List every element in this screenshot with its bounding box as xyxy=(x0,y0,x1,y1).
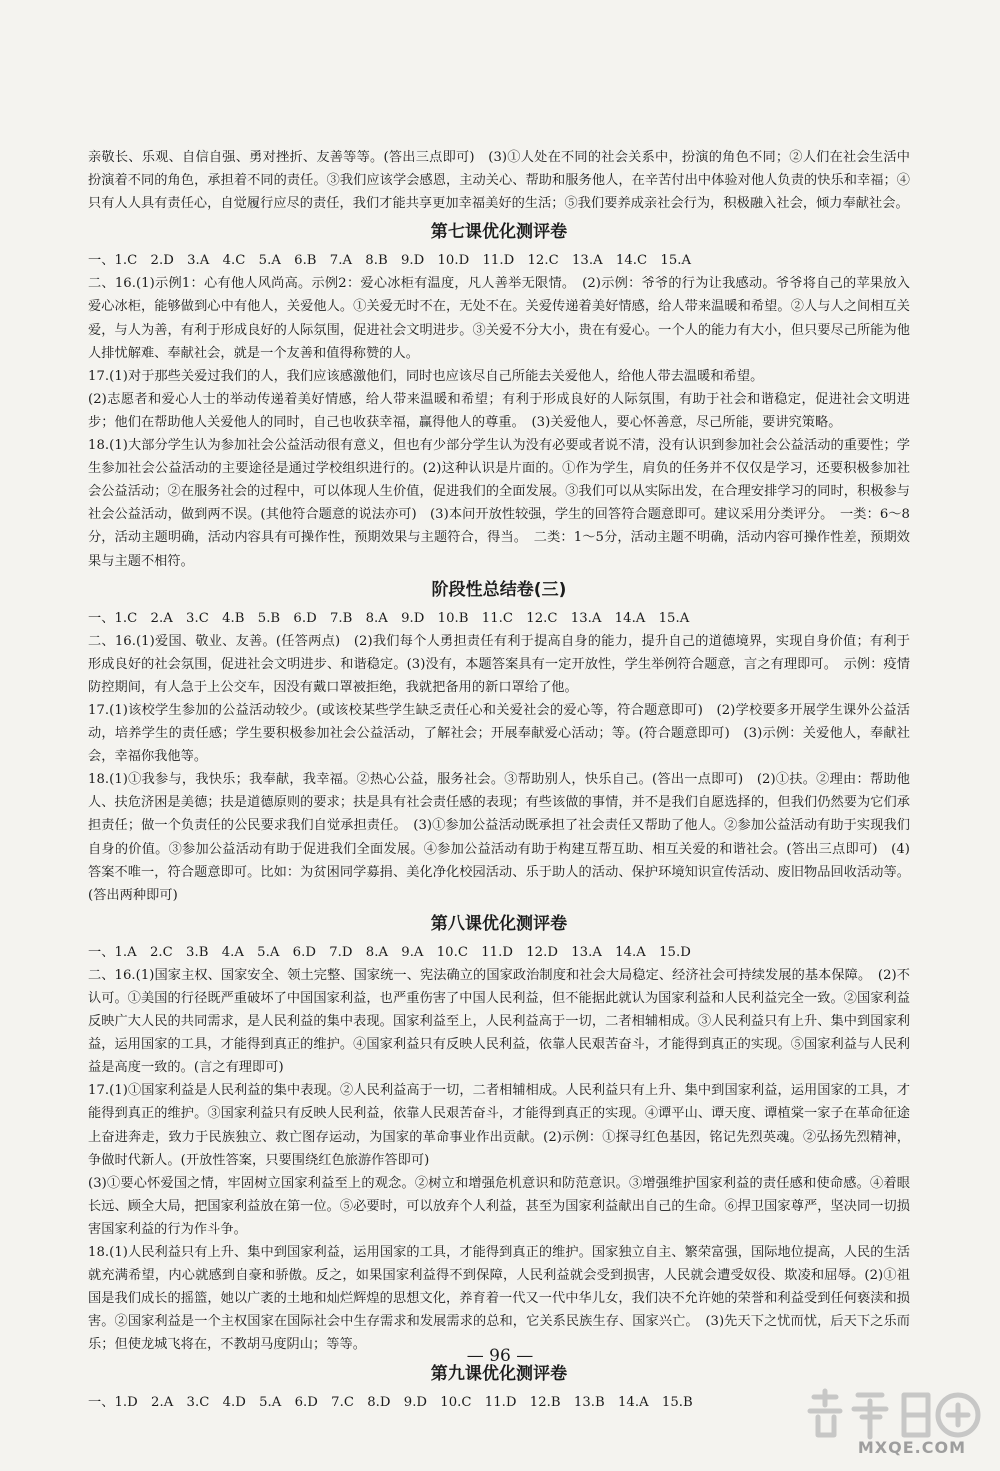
paragraph: 18.(1)①我参与，我快乐；我奉献，我幸福。②热心公益，服务社会。③帮助别人，快乐自己。(答出一点即可) (2)①扶。②理由：帮助他人、扶危济困是美德；扶是道德原则的要求；扶是具有社会责任感的表现；有些该做的事情，并不是我们自愿选择的，但我们仍然要为它们承担责任；做一个负责任的公民要求我们自觉承担责任。 (3)①参加公益活动既承担了社会责任又帮助了他人。②参加公益活动有助于实现我们自身的价值。③参加公益活动有助于促进我们全面发展。④参加公益活动有助于构建互帮互助、相互关爱的和谐社会。(答出三点即可) (4)答案不唯一，符合题意即可。比如：为贫困同学募捐、美化净化校园活动、乐于助人的活动、保护环境知识宣传活动、废旧物品回收活动等。(答出两种即可) xyxy=(88,772,910,903)
watermark xyxy=(796,1387,986,1463)
paragraph: 二、16.(1)国家主权、国家安全、领土完整、国家统一、宪法确立的国家政治制度和社会大局稳定、经济社会可持续发展的基本保障。 (2)不认可。①美国的行径既严重破坏了中国国家利益，也严重伤害了中国人民利益，但不能据此就认为国家利益和人民利益完全一致。②国家利益反映广大人民的共同需求，是人民利益的集中表现。国家利益至上，人民利益高于一切，二者相辅相成。③人民利益只有上升、集中到国家利益，运用国家的工具，才能得到真正的维护。④国家利益只有反映人民利益，依靠人民艰苦奋斗，才能得到真正的实现。⑤国家利益与人民利益是高度一致的。(言之有理即可) xyxy=(88,967,910,1076)
paragraph: 18.(1)大部分学生认为参加社会公益活动很有意义，但也有少部分学生认为没有必要或者说不清，没有认识到参加社会公益活动的重要性；学生参加社会公益活动的主要途径是通过学校组织进行的。(2)这种认识是片面的。①作为学生，肩负的任务并不仅仅是学习，还要积极参加社会公益活动；②在服务社会的过程中，可以体现人生价值，促进我们的全面发展。③我们可以从实际出发，在合理安排学习的同时，积极参与社会公益活动，做到两不误。(其他符合题意的说法亦可) (3)本问开放性较强，学生的回答符合题意即可。建议采用分类评分。 一类：6～8分，活动主题明确，活动内容具有可操作性，预期效果与主题符合，得当。 二类：1～5分，活动主题不明确，活动内容可操作性差，预期效果与主题不相符。 xyxy=(88,438,910,569)
answer-logo-icon xyxy=(796,1387,986,1445)
section-title: 阶段性总结卷(三) xyxy=(431,579,567,600)
paragraph: 二、16.(1)爱国、敬业、友善。(任答两点) (2)我们每个人勇担责任有利于提高自身的能力，提升自己的道德境界，实现自身价值；有利于形成良好的社会氛围，促进社会文明进步、和谐稳定。(3)没有，本题答案具有一定开放性，学生举例符合题意，言之有理即可。 示例：疫情防控期间，有人急于上公交车，因没有戴口罩被拒绝，我就把备用的新口罩给了他。 xyxy=(88,633,910,695)
section-title: 第九课优化测评卷 xyxy=(430,1363,568,1384)
page-number: — 96 — xyxy=(466,1346,534,1366)
paragraph: 18.(1)人民利益只有上升、集中到国家利益，运用国家的工具，才能得到真正的维护。国家独立自主、繁荣富强，国际地位提高，人民的生活就充满希望，内心就感到自豪和骄傲。反之，如果国家利益得不到保障，人民利益就会受到损害，人民就会遭受奴役、欺凌和屈辱。(2)①祖国是我们成长的摇篮，她以广袤的土地和灿烂辉煌的思想文化，养育着一代又一代中华儿女，我们决不允许她的荣誉和利益受到任何亵渎和损害。②国家利益是一个主权国家在国际社会中生存需求和发展需求的总和，它关系民族生存、国家兴亡。 (3)先天下之忧而忧，后天下之乐而乐；但使龙城飞将在，不教胡马度阴山；等等。 xyxy=(88,1245,910,1353)
mcq-answers: 一、1.C 2.A 3.C 4.B 5.B 6.D 7.B 8.A 9.D 10.B 11.C 12.C 13.A 14.A 15.A xyxy=(88,610,690,626)
mcq-answers: 一、1.C 2.D 3.A 4.C 5.A 6.B 7.A 8.B 9.D 10.D 11.D 12.C 13.A 14.C 15.A xyxy=(88,253,692,269)
section-title: 第七课优化测评卷 xyxy=(430,222,568,243)
paragraph: 17.(1)该校学生参加的公益活动较少。(或该校某些学生缺乏责任心和关爱社会的爱心等，符合题意即可) (2)学校要多开展学生课外公益活动，培养学生的责任感；学生要积极参加社会公益活动，了解社会；开展奉献爱心活动；等。(符合题意即可) (3)示例：关爱他人，奉献社会，幸福你我他等。 xyxy=(88,702,910,765)
section-title: 第八课优化测评卷 xyxy=(430,913,568,934)
paragraph: 17.(1)对于那些关爱过我们的人，我们应该感激他们，同时也应该尽自己所能去关爱他人，给他人带去温暖和希望。 xyxy=(88,368,764,384)
answer-content xyxy=(88,146,910,1414)
paragraph: 二、16.(1)示例1：心有他人风尚高。示例2：爱心冰柜有温度，凡人善举无限情。 (2)示例：爷爷的行为让我感动。爷爷将自己的苹果放入爱心冰柜，能够做到心中有他人，关爱他人。①关爱无时不在，无处不在。关爱传递着美好情感，给人带来温暖和希望。②人与人之间相互关爱，与人为善，有利于形成良好的人际氛围，促进社会文明进步。③关爱不分大小，贵在有爱心。一个人的能力有大小，但只要尽己所能为他人排忧解难、奉献社会，就是一个友善和值得称赞的人。 xyxy=(88,276,910,361)
watermark-text: MXQE.COM xyxy=(857,1438,966,1457)
mcq-answers: 一、1.D 2.A 3.C 4.D 5.A 6.D 7.C 8.D 9.D 10.C 11.D 12.B 13.B 14.A 15.B xyxy=(88,1394,693,1410)
paragraph: 亲敬长、乐观、自信自强、勇对挫折、友善等等。(答出三点即可) (3)①人处在不同的社会关系中，扮演的角色不同；②人们在社会生活中扮演着不同的角色，承担着不同的责任。③我们应该学会感恩，主动关心、帮助和服务他人，在辛苦付出中体验对他人负责的快乐和幸福；④只有人人具有责任心，自觉履行应尽的责任，我们才能共享更加幸福美好的生活；⑤我们要养成亲社会行为，积极融入社会，倾力奉献社会。 xyxy=(88,150,910,212)
paragraph: (2)志愿者和爱心人士的举动传递着美好情感，给人带来温暖和希望；有利于形成良好的人际氛围，有助于社会和谐稳定，促进社会文明进步；他们在帮助他人关爱他人的同时，自己也收获幸福，赢得他人的尊重。 (3)关爱他人，要心怀善意，尽己所能，要讲究策略。 xyxy=(88,391,910,430)
paragraph: 17.(1)①国家利益是人民利益的集中表现。②人民利益高于一切，二者相辅相成。人民利益只有上升、集中到国家利益，运用国家的工具，才能得到真正的维护。③国家利益只有反映人民利益，依靠人民艰苦奋斗，才能得到真正的实现。④谭平山、谭天度、谭植棠一家子在革命征途上奋进奔走，致力于民族独立、救亡图存运动，为国家的革命事业作出贡献。(2)示例：①探寻红色基因，铭记先烈英魂。②弘扬先烈精神，争做时代新人。(开放性答案，只要围绕红色旅游作答即可) xyxy=(88,1083,910,1168)
mcq-answers: 一、1.A 2.C 3.B 4.A 5.A 6.D 7.D 8.A 9.A 10.C 11.D 12.D 13.A 14.A 15.D xyxy=(88,944,691,960)
paragraph: (3)①要心怀爱国之情，牢固树立国家利益至上的观念。②树立和增强危机意识和防范意识。③增强维护国家利益的责任感和使命感。④着眼长远、顾全大局，把国家利益放在第一位。⑤必要时，可以放弃个人利益，甚至为国家利益献出自己的生命。⑥捍卫国家尊严，坚决同一切损害国家利益的行为作斗争。 xyxy=(88,1175,910,1237)
